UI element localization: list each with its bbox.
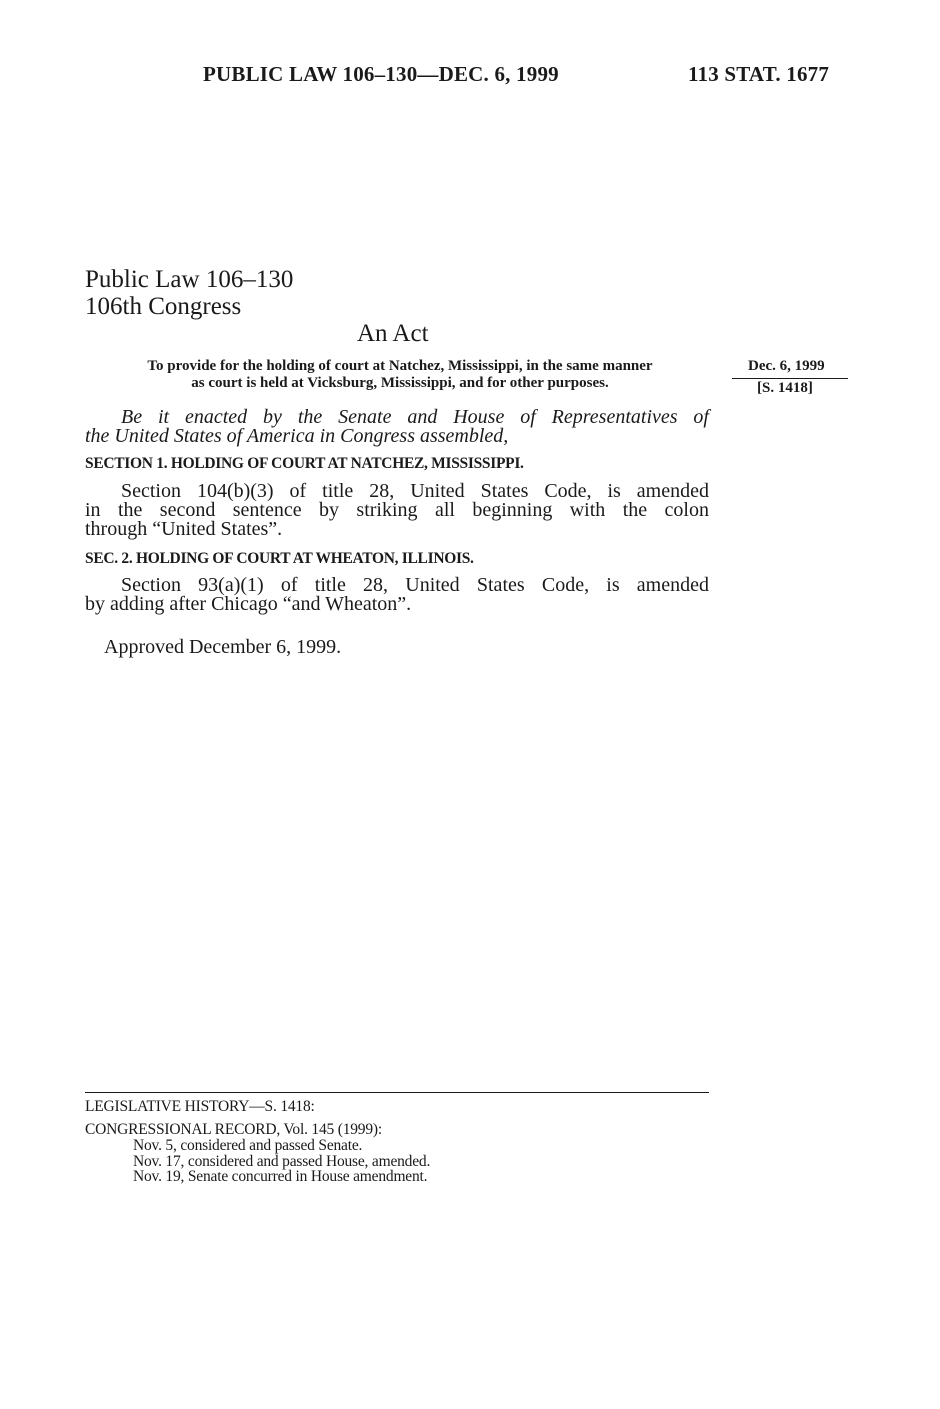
purpose-statement: [100, 358, 700, 392]
footnote-divider: [85, 1092, 709, 1093]
section-2-heading: SEC. 2. HOLDING OF COURT AT WHEATON, ILLINOIS.: [85, 550, 474, 567]
enacting-clause-line: Be it enacted by the Senate and House of Representatives of: [121, 406, 709, 428]
margin-note-divider: [732, 378, 848, 379]
section-1-line: through “United States”.: [85, 518, 283, 540]
section-2-line: by adding after Chicago “and Wheaton”.: [85, 593, 412, 615]
list-item: Nov. 19, Senate concurred in House amendment.: [133, 1168, 428, 1185]
section-1-body: [85, 482, 709, 539]
running-header-title: PUBLIC LAW 106–130—DEC. 6, 1999: [203, 62, 559, 86]
public-law-number: Public Law 106–130: [85, 266, 294, 293]
legislative-history-list: [133, 1138, 430, 1185]
running-header-page-citation: 113 STAT. 1677: [688, 62, 830, 86]
section-1-heading: SECTION 1. HOLDING OF COURT AT NATCHEZ, MISSISSIPPI.: [85, 455, 524, 472]
purpose-line: To provide for the holding of court at Natchez, Mississippi, in the same manner: [147, 358, 653, 374]
section-1-line: Section 104(b)(3) of title 28, United States Code, is amended: [121, 480, 709, 502]
congress-label: 106th Congress: [85, 293, 242, 320]
legislative-history-heading: LEGISLATIVE HISTORY—S. 1418:: [85, 1098, 315, 1115]
margin-note-bill-number: [S. 1418]: [757, 380, 813, 396]
section-2-line: Section 93(a)(1) of title 28, United States Code, is amended: [121, 574, 709, 596]
enacting-clause-line: the United States of America in Congress assembled,: [85, 425, 509, 447]
margin-note-date: Dec. 6, 1999: [748, 358, 825, 374]
act-title: An Act: [357, 320, 429, 347]
list-item: Nov. 17, considered and passed House, amended.: [133, 1152, 431, 1170]
list-item: Nov. 5, considered and passed Senate.: [133, 1137, 363, 1154]
purpose-line: as court is held at Vicksburg, Mississippi, and for other purposes.: [191, 375, 609, 391]
section-1-line: in the second sentence by striking all beginning with the colon: [85, 499, 709, 521]
section-2-body: [85, 576, 709, 614]
enacting-clause: [85, 408, 709, 446]
congressional-record-citation: CONGRESSIONAL RECORD, Vol. 145 (1999):: [85, 1121, 382, 1138]
approval-date: Approved December 6, 1999.: [104, 636, 342, 658]
